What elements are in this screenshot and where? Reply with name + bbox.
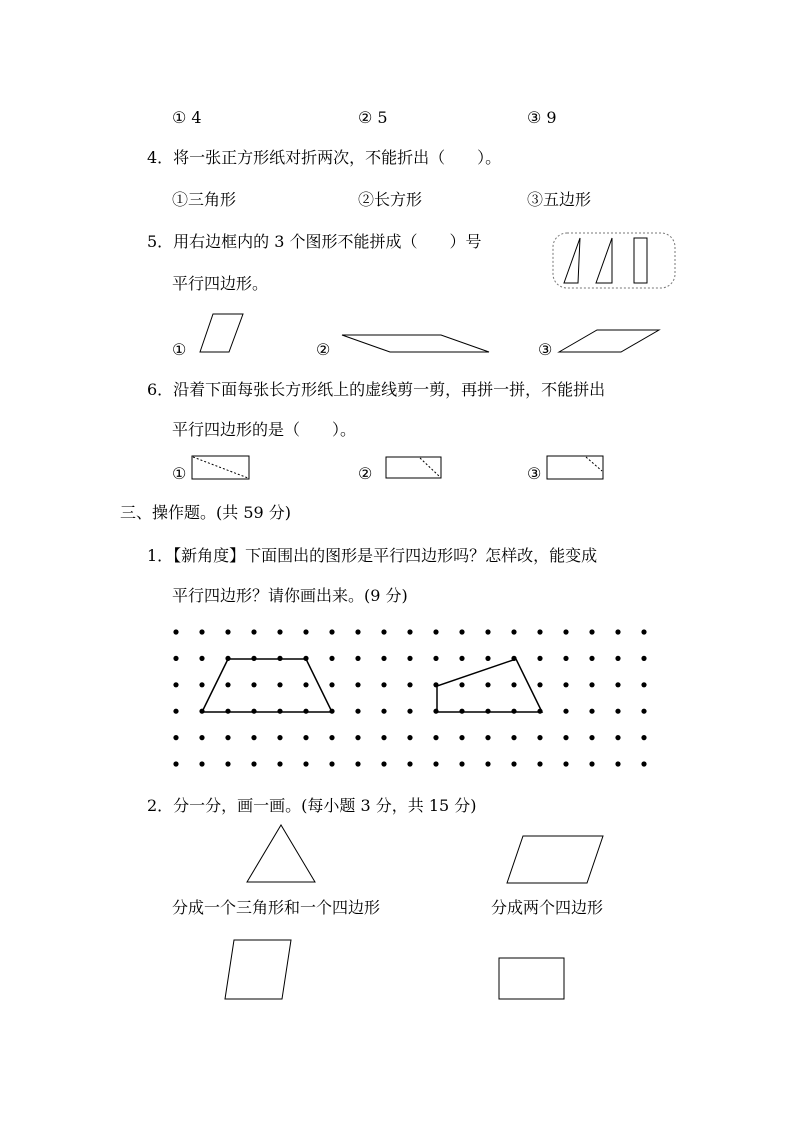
q5-option-mark-3: ③: [538, 340, 553, 359]
p2-parallelogram-b: [225, 940, 291, 999]
p2-triangle: [247, 825, 315, 882]
p2-parallelogram-a: [507, 836, 603, 883]
p2-rectangle: [499, 958, 564, 999]
q5-option-mark-1: ①: [172, 340, 187, 359]
q3-option-3: ③ 9: [527, 108, 557, 127]
q6-stem-line2: 平行四边形的是（ ）。: [172, 420, 357, 439]
p2-label-a: 分成一个三角形和一个四边形: [172, 898, 381, 917]
q5-stem-line2: 平行四边形。: [172, 274, 269, 293]
q4-stem: 4．将一张正方形纸对折两次，不能折出（ ）。: [147, 148, 502, 167]
q6-option-mark-1: ①: [172, 464, 187, 483]
p2-label-b: 分成两个四边形: [491, 898, 604, 917]
q3-option-2: ② 5: [358, 108, 388, 127]
p1-line2: 平行四边形？请你画出来。(9 分): [172, 586, 408, 605]
q4-option-2: ②长方形: [358, 190, 423, 209]
q6-stem-line1: 6．沿着下面每张长方形纸上的虚线剪一剪，再拼一拼，不能拼出: [147, 380, 606, 399]
q5-option-mark-2: ②: [316, 340, 331, 359]
q5-stem-line1: 5．用右边框内的 3 个图形不能拼成（ ）号: [147, 232, 482, 251]
q3-option-1: ① 4: [172, 108, 202, 127]
section3-heading: 三、操作题。(共 59 分): [120, 503, 292, 522]
q4-option-1: ①三角形: [172, 190, 237, 209]
p1-line1: 1．【新角度】下面围出的图形是平行四边形吗？怎样改，能变成: [147, 546, 598, 565]
q4-option-3: ③五边形: [527, 190, 592, 209]
q6-option-mark-3: ③: [527, 464, 542, 483]
p2-stem: 2．分一分，画一画。(每小题 3 分，共 15 分): [147, 796, 477, 815]
q6-option-mark-2: ②: [358, 464, 373, 483]
